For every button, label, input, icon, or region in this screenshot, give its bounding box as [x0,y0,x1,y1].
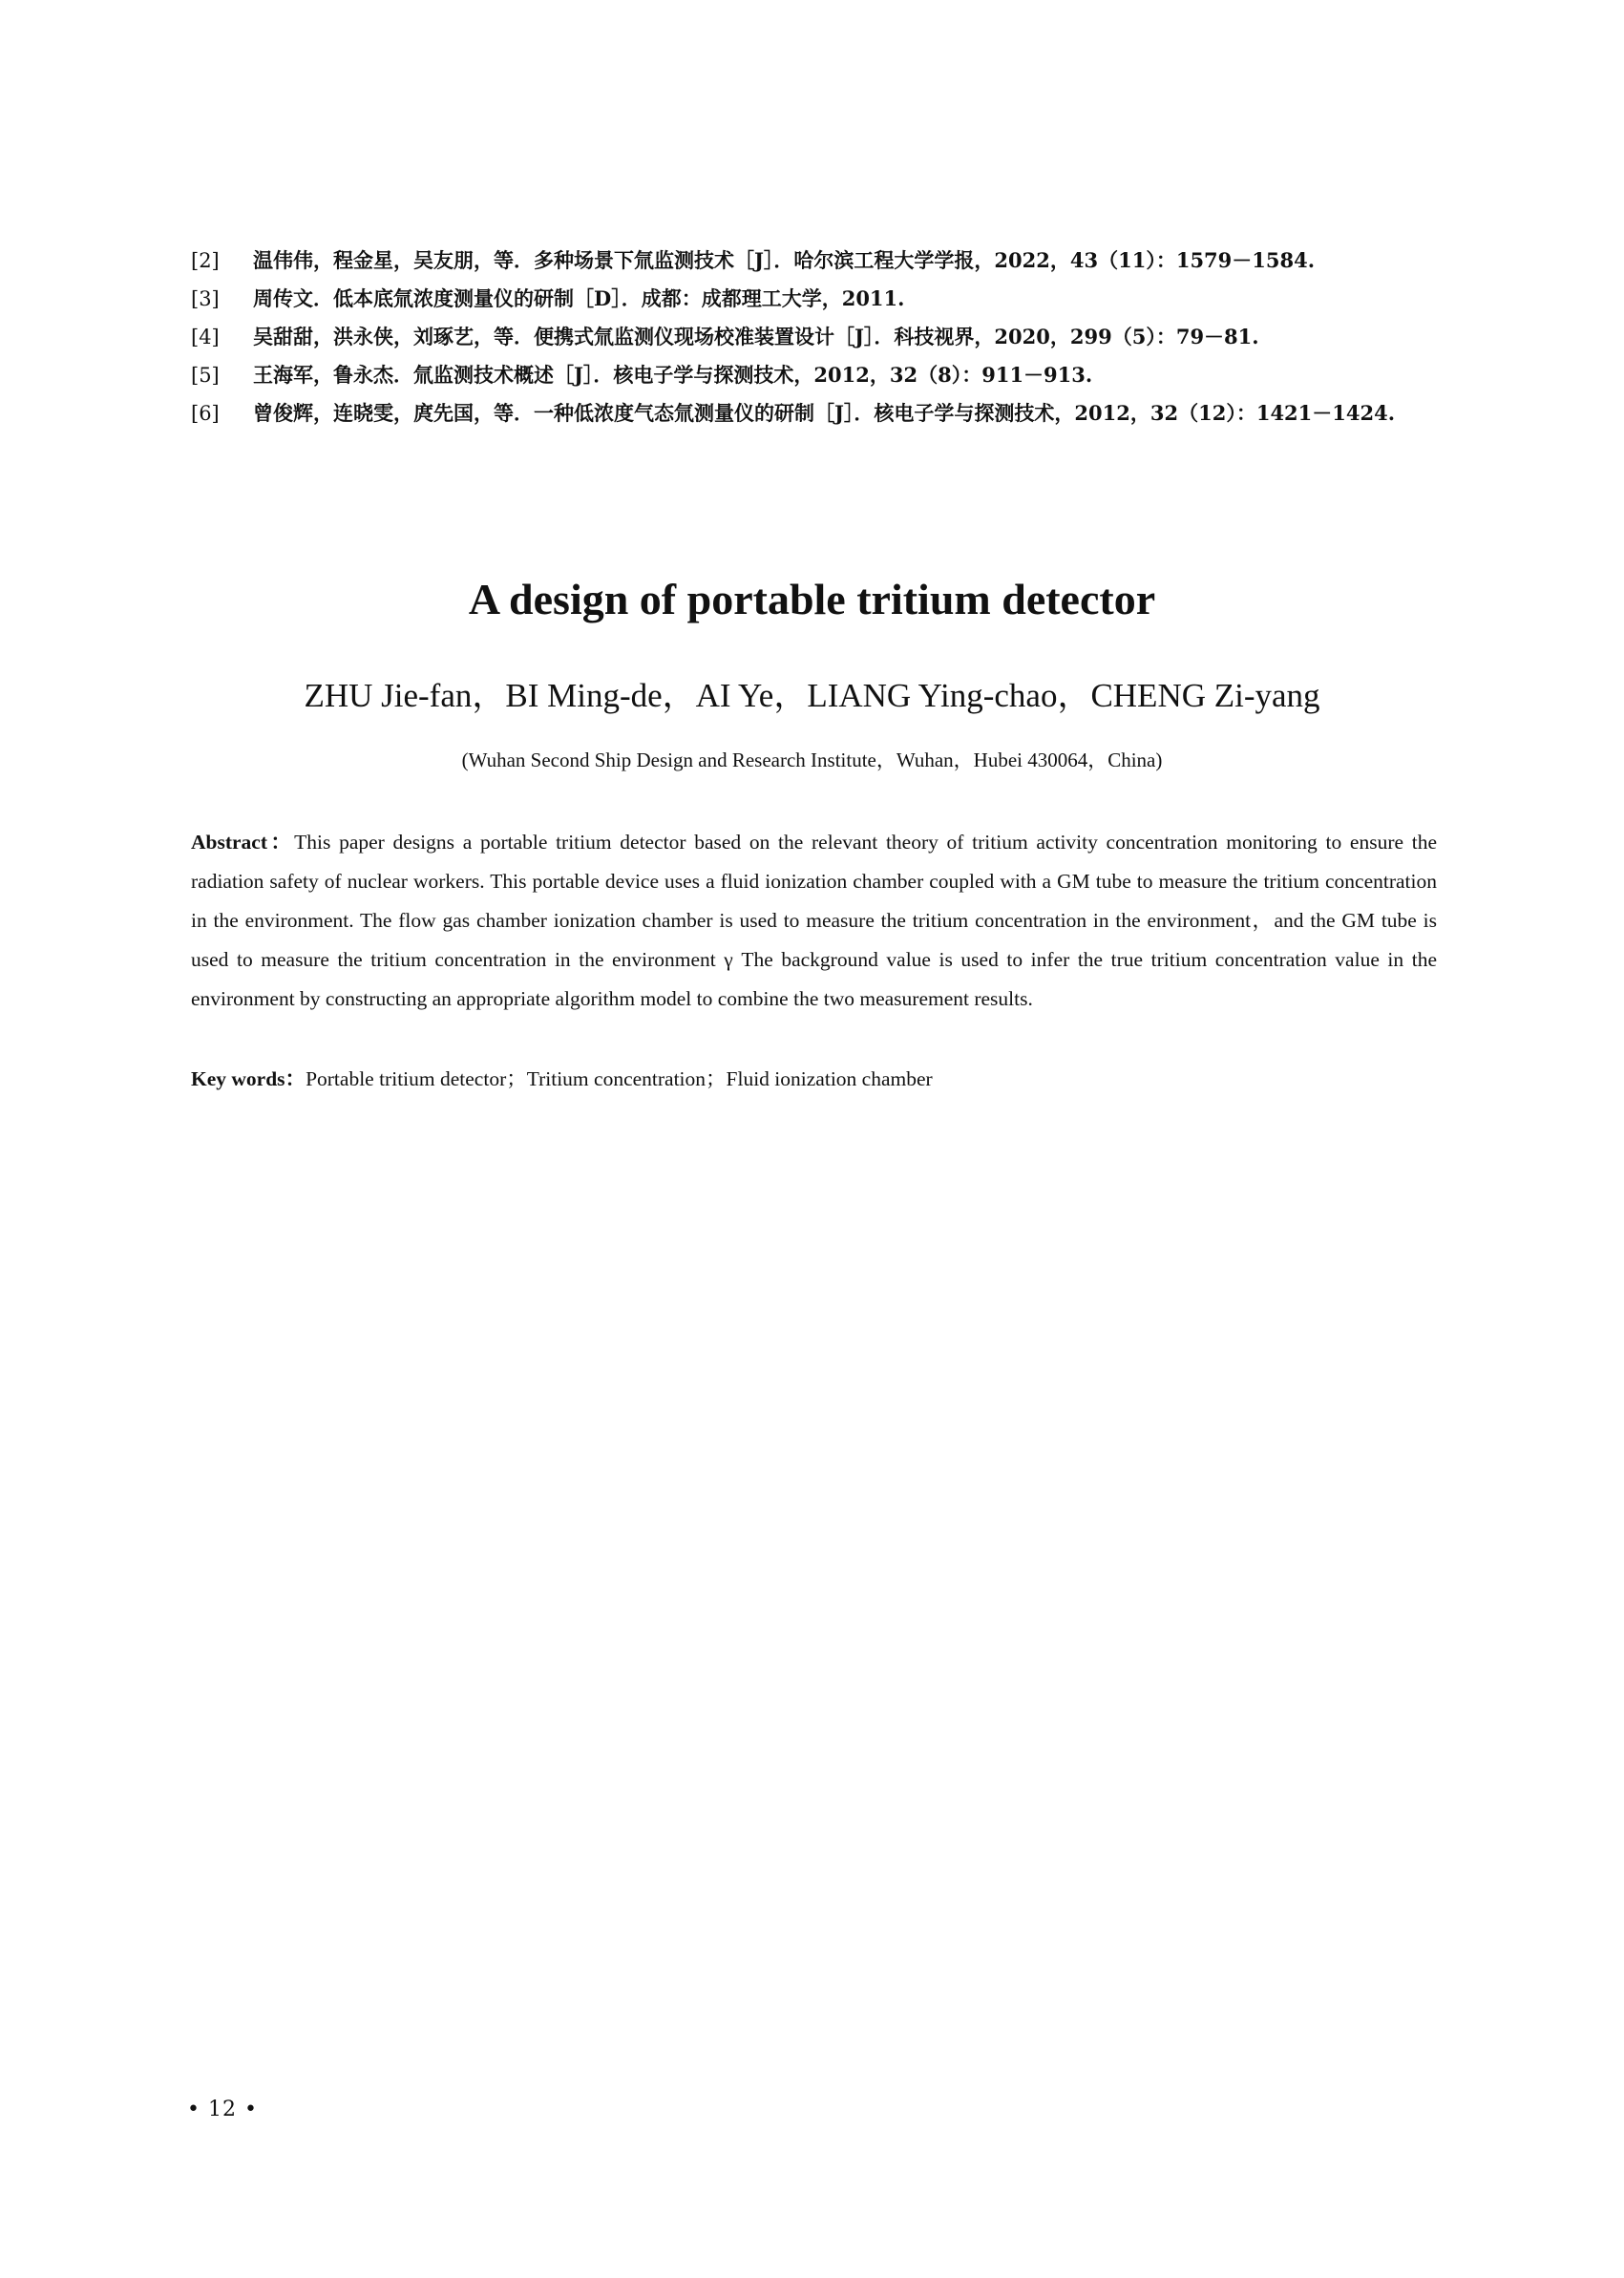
reference-number: [2] [191,249,220,272]
keywords-separator: ： [285,1067,306,1090]
keywords-label: Key words [191,1067,285,1090]
abstract-separator: ： [267,831,295,854]
reference-item [191,356,1442,394]
keywords-text: Portable tritium detector；Tritium concentration；Fluid ionization chamber [306,1067,933,1090]
reference-number: [5] [191,364,220,387]
author-list: ZHU Jie-fan，BI Ming-de，AI Ye，LIANG Ying-chao，CHENG Zi-yang [304,677,1320,714]
reference-number: [6] [191,402,220,425]
reference-text: 曾俊辉，连晓雯，庹先国，等．一种低浓度气态氚测量仪的研制［J］．核电子学与探测技术，2012，32（12）：1421－1424. [253,401,1396,425]
page-number: • 12 • [187,2098,258,2121]
reference-item [191,394,1442,432]
keywords [191,1060,1437,1099]
reference-item [191,318,1442,356]
abstract [191,823,1437,1019]
reference-text: 温伟伟，程金星，吴友朋，等．多种场景下氚监测技术［J］．哈尔滨工程大学学报，2022，43（11）：1579－1584. [253,248,1316,272]
paper-title: A design of portable tritium detector [468,575,1156,623]
reference-item [191,280,1442,318]
reference-item [191,242,1442,280]
reference-text: 周传文．低本底氚浓度测量仪的研制［D］．成都：成都理工大学，2011. [253,286,905,310]
reference-number: [4] [191,326,220,348]
affiliation: (Wuhan Second Ship Design and Research Institute，Wuhan，Hubei 430064，China) [461,749,1163,771]
reference-text: 吴甜甜，洪永侠，刘琢艺，等．便携式氚监测仪现场校准装置设计［J］．科技视界，2020，299（5）：79－81. [253,325,1259,348]
reference-number: [3] [191,287,220,310]
abstract-label: Abstract [191,831,268,854]
reference-list [191,242,1442,432]
abstract-text: This paper designs a portable tritium detector based on the relevant theory of tritium activity concentration monitoring to ensure the radiation safety of nuclear workers. This portable device uses a fluid ionization chamber coupled with a GM tube to measure the tritium concentration in the environment. The flow gas chamber ionization chamber is used to measure the tritium concentration in the environment，and the GM tube is used to measure the tritium concentration in the environment γ The background value is used to infer the true tritium concentration value in the environment by constructing an appropriate algorithm model to combine the two measurement results. [191,831,1437,1010]
reference-text: 王海军，鲁永杰．氚监测技术概述［J］．核电子学与探测技术，2012，32（8）：911－913. [253,363,1093,387]
